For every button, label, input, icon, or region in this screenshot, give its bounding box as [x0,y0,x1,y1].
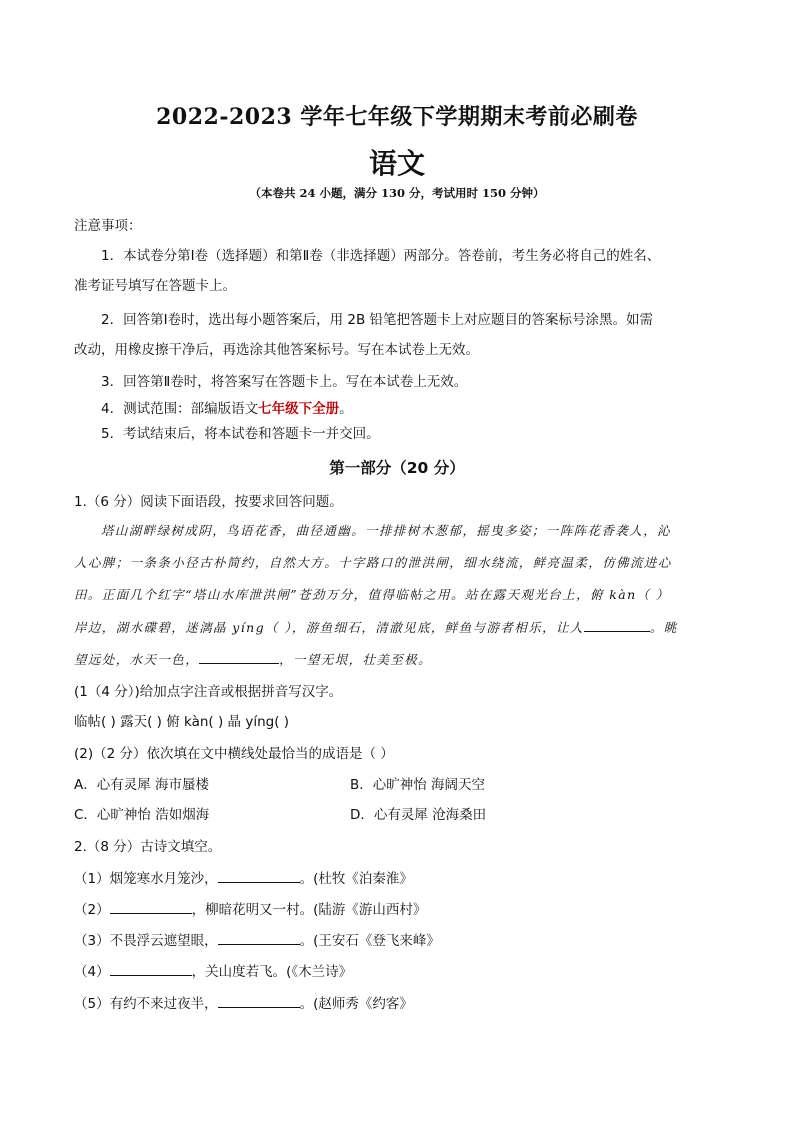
poem-line-2 [74,899,426,920]
test-scope-highlight: 七年级下全册 [258,401,340,417]
exam-title: 2022-2023 学年七年级下学期期末考前必刷卷 [156,104,638,130]
poem-line-4-source: ，关山度若飞。(《木兰诗》 [191,964,353,980]
option-a: A．心有灵犀 海市蜃楼 [74,777,210,793]
answer-blank[interactable] [110,899,192,914]
poem-line-4 [74,961,352,982]
notice-item-2b: 改动，用橡皮擦干净后，再选涂其他答案标号。写在本试卷上无效。 [74,342,479,358]
poem-line-5 [74,993,413,1014]
q2-stem: 2.（8 分）古诗文填空。 [74,839,222,855]
q1-sub2: (2)（2 分）依次填在文中横线处最恰当的成语是（ ） [74,746,394,762]
answer-blank[interactable] [199,649,279,664]
notice-item-5: 5．考试结束后，将本试卷和答题卡一并交回。 [101,426,380,442]
poem-line-2-text: （2） [74,902,110,918]
poem-line-1-text: （1）烟笼寒水月笼沙， [74,871,218,887]
poem-line-3-text: （3）不畏浮云遮望眼， [74,933,218,949]
passage-line-5 [74,649,724,670]
poem-line-4-text: （4） [74,964,110,980]
subject-title: 语文 [368,147,425,180]
notice-heading: 注意事项： [74,218,142,234]
passage-line-3: 田。正面几个红字“塔山水库泄洪闸”苍劲万分，值得临帖之用。站在露天观光台上，俯 kàn（ ） [74,587,670,602]
notice-item-4 [101,399,353,419]
notice-item-3: 3．回答第Ⅱ卷时，将答案写在答题卡上。写在本试卷上无效。 [101,374,468,390]
answer-blank[interactable] [584,617,650,632]
passage-line-4-text: 岸边，湖水碟碧，迷漓晶 yíng（ ），游鱼细石，清澈见底，鲜鱼与游者相乐，让人 [74,620,584,635]
notice-item-4-suffix: 。 [339,401,353,417]
passage-line-5-end: ，一望无垠，壮美至极。 [279,652,433,667]
notice-item-1a: 1．本试卷分第Ⅰ卷（选择题）和第Ⅱ卷（非选择题）两部分。答卷前，考生务必将自己的姓名、 [101,248,661,264]
notice-item-1b: 准考证号填写在答题卡上。 [74,278,236,294]
notice-item-2a: 2．回答第Ⅰ卷时，选出每小题答案后，用 2B 铅笔把答题卡上对应题目的答案标号涂黑。如需 [101,312,654,328]
passage-line-4-end: 。眺 [649,620,678,635]
notice-item-4-prefix: 4．测试范围：部编版语文 [101,401,259,417]
answer-blank[interactable] [218,868,300,883]
q1-stem-text: 1.（6 分）阅读下面语段，按要求回答问题。 [74,494,343,510]
q1-sub1: (1（4 分）)给加点字注音或根据拼音写汉字。 [74,684,343,700]
answer-blank[interactable] [110,961,192,976]
poem-line-1 [74,868,413,889]
passage-line-4 [74,617,724,638]
passage-line-1: 塔山湖畔绿树成阴，鸟语花香，曲径通幽。一排排树木葱郁，摇曳多姿；一阵阵花香袭人，沁 [101,523,671,538]
section-title: 第一部分（20 分） [329,459,465,477]
poem-line-3 [74,930,440,951]
poem-line-2-source: ，柳暗花明又一村。(陆游《游山西村》 [191,902,427,918]
exam-meta: （本卷共 24 小题，满分 130 分，考试用时 150 分钟） [249,186,545,200]
passage-line-5-text: 望远处，水天一色， [74,652,200,667]
option-d: D．心有灵犀 沧海桑田 [350,807,487,823]
poem-line-5-source: 。(赵师秀《约客》 [299,996,413,1012]
option-b: B．心旷神怡 海阔天空 [350,777,486,793]
passage-line-2: 人心脾；一条条小径古朴简约，自然大方。十字路口的泄洪闸，细水绕流，鲜亮温柔，仿佛流进心 [74,555,672,570]
q1-stem [74,492,343,512]
option-c: C．心旷神怡 浩如烟海 [74,807,210,823]
q1-sub1-items: 临帖( ) 露天( ) 俯 kàn( ) 晶 yíng( ) [74,714,290,730]
poem-line-5-text: （5）有约不来过夜半， [74,996,218,1012]
poem-line-1-source: 。(杜牧《泊秦淮》 [299,871,413,887]
poem-line-3-source: 。(王安石《登飞来峰》 [299,933,440,949]
answer-blank[interactable] [218,930,300,945]
answer-blank[interactable] [218,993,300,1008]
